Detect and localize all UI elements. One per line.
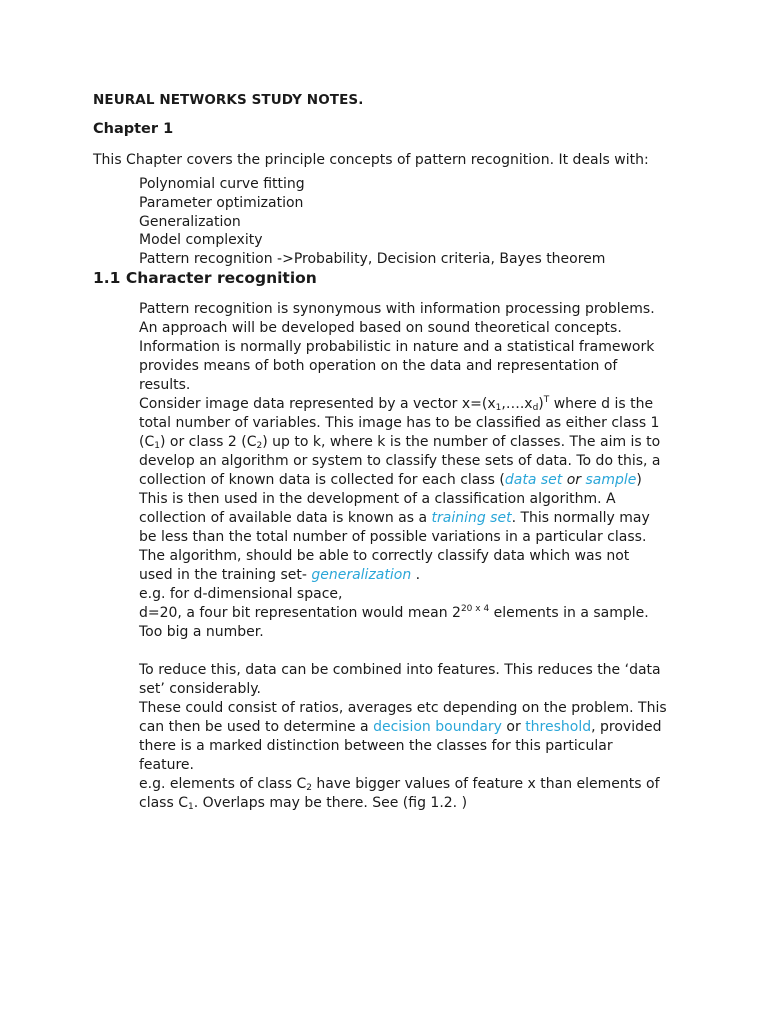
text-run: used in the training set- bbox=[139, 567, 312, 583]
list-item: Model complexity bbox=[139, 232, 263, 249]
term-generalization: generalization bbox=[311, 567, 412, 583]
text-run: collection of available data is known as a bbox=[139, 510, 432, 526]
body-line: This is then used in the development of a classification algorithm. A bbox=[139, 491, 616, 507]
text-run: have bigger values of feature x than elements of bbox=[311, 776, 660, 792]
text-run: ,….x bbox=[501, 396, 533, 412]
body-line-classes bbox=[139, 433, 699, 452]
body-line-training bbox=[139, 509, 699, 528]
body-line-dataset bbox=[139, 471, 699, 490]
body-line: set’ considerably. bbox=[139, 681, 261, 697]
subscript: 1 bbox=[495, 403, 502, 413]
section-heading: 1.1 Character recognition bbox=[93, 269, 317, 287]
text-run: d=20, a four bit representation would mean 2 bbox=[139, 605, 461, 621]
body-line: The algorithm, should be able to correctly classify data which was not bbox=[139, 548, 630, 564]
text-run: (C bbox=[139, 434, 155, 450]
list-item: Parameter optimization bbox=[139, 194, 304, 211]
text-run: , provided bbox=[591, 719, 662, 735]
text-run: or bbox=[562, 472, 586, 488]
text-run: ) up to k, where k is the number of classes. The aim is to bbox=[262, 434, 661, 450]
text-run: collection of known data is collected for each class ( bbox=[139, 472, 505, 488]
term-decision-boundary: decision boundary bbox=[373, 719, 502, 735]
term-training-set: training set bbox=[431, 510, 512, 526]
body-line: To reduce this, data can be combined into features. This reduces the ‘data bbox=[139, 662, 661, 678]
text-run: elements in a sample. bbox=[489, 605, 649, 621]
text-run: Consider image data represented by a vector x=(x bbox=[139, 396, 496, 412]
subscript: 2 bbox=[256, 441, 263, 451]
body-line-vector bbox=[139, 395, 699, 414]
subscript: 1 bbox=[154, 441, 160, 451]
topic-list bbox=[139, 175, 605, 269]
body-line: Too big a number. bbox=[139, 624, 264, 640]
body-line: e.g. for d-dimensional space, bbox=[139, 586, 343, 602]
document-title: NEURAL NETWORKS STUDY NOTES. bbox=[93, 92, 364, 108]
term-sample: sample bbox=[585, 472, 637, 488]
body-line: provides means of both operation on the data and representation of bbox=[139, 358, 618, 374]
text-run: or bbox=[501, 719, 526, 735]
body-line-example bbox=[139, 775, 699, 794]
body-line: develop an algorithm or system to classify these sets of data. To do this, a bbox=[139, 453, 661, 469]
paragraph-gap bbox=[139, 642, 699, 661]
superscript: 20 x 4 bbox=[460, 604, 490, 614]
text-run: . This normally may bbox=[511, 510, 650, 526]
text-run: e.g. elements of class C bbox=[139, 776, 307, 792]
text-run: can then be used to determine a bbox=[139, 719, 374, 735]
text-run: . bbox=[411, 567, 421, 583]
body-line-decision bbox=[139, 718, 699, 737]
body-line: feature. bbox=[139, 757, 194, 773]
list-item: Polynomial curve fitting bbox=[139, 176, 305, 192]
chapter-heading: Chapter 1 bbox=[93, 121, 174, 137]
text-run: ) bbox=[636, 472, 642, 488]
text-run: ) bbox=[538, 396, 544, 412]
body-line-figref bbox=[139, 794, 699, 813]
subscript: 2 bbox=[306, 783, 312, 793]
intro-paragraph: This Chapter covers the principle concepts of pattern recognition. It deals with: bbox=[93, 152, 649, 168]
text-run: class C bbox=[139, 795, 188, 811]
body-line-generalization bbox=[139, 566, 699, 585]
body-line: An approach will be developed based on sound theoretical concepts. bbox=[139, 320, 622, 336]
body-line-power bbox=[139, 604, 699, 623]
body-line: be less than the total number of possible variations in a particular class. bbox=[139, 529, 647, 545]
body-line: total number of variables. This image has to be classified as either class 1 bbox=[139, 415, 660, 431]
text-run: ) or class 2 (C bbox=[159, 434, 257, 450]
body-line: there is a marked distinction between the classes for this particular bbox=[139, 738, 613, 754]
body-line: Pattern recognition is synonymous with information processing problems. bbox=[139, 301, 655, 317]
list-item: Pattern recognition ->Probability, Decision criteria, Bayes theorem bbox=[139, 251, 606, 268]
body-line: results. bbox=[139, 377, 191, 393]
body-line: Information is normally probabilistic in nature and a statistical framework bbox=[139, 339, 655, 355]
body-line: These could consist of ratios, averages etc depending on the problem. This bbox=[139, 700, 667, 716]
subscript: d bbox=[532, 403, 539, 413]
text-run: where d is the bbox=[549, 396, 654, 412]
text-run: . Overlaps may be there. See (fig 1.2. ) bbox=[193, 795, 468, 811]
list-item: Generalization bbox=[139, 213, 241, 230]
superscript: T bbox=[543, 395, 550, 405]
term-threshold: threshold bbox=[525, 719, 592, 735]
term-data-set: data set bbox=[504, 472, 563, 488]
subscript: 1 bbox=[187, 802, 194, 812]
section-body bbox=[139, 300, 699, 813]
